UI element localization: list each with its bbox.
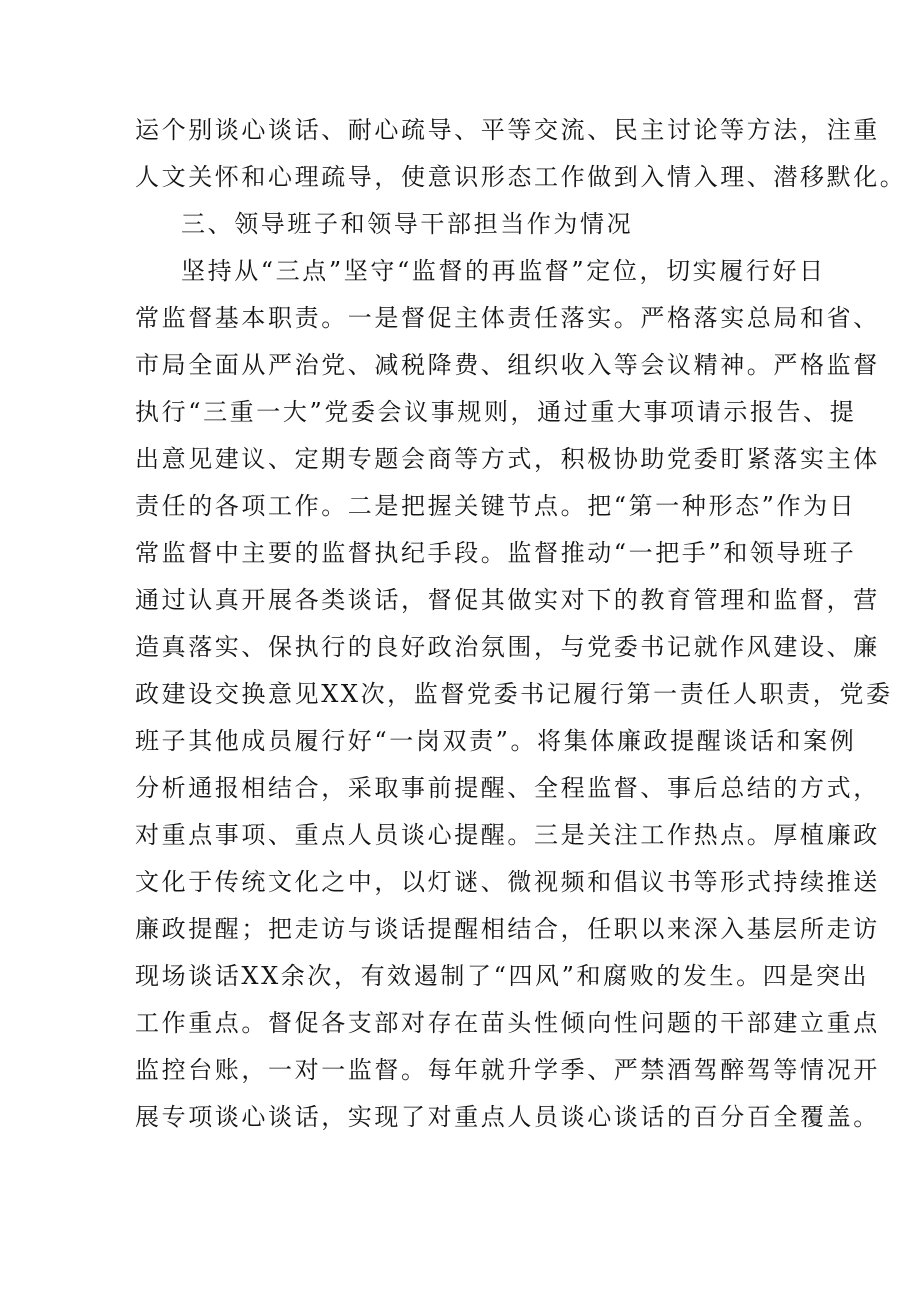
paragraph-line: 坚持从“三点”坚守“监督的再监督”定位，切实履行好日 [181,257,826,285]
paragraph-line: 市局全面从严治党、减税降费、组织收入等会议精神。严格监督 [135,351,880,379]
paragraph-line: 人文关怀和心理疏导，使意识形态工作做到入情入理、潜移默化。 [135,163,907,191]
paragraph-line: 廉政提醒；把走访与谈话提醒相结合，任职以来深入基层所走访 [135,915,880,943]
section-heading: 三、领导班子和领导干部担当作为情况 [181,210,634,238]
paragraph-line: 造真落实、保执行的良好政治氛围，与党委书记就作风建设、廉 [135,633,880,661]
paragraph-line: 通过认真开展各类谈话，督促其做实对下的教育管理和监督，营 [135,586,880,614]
paragraph-line: 常监督基本职责。一是督促主体责任落实。严格落实总局和省、 [135,304,880,332]
document-body [135,107,907,1141]
paragraph-line: 分析通报相结合，采取事前提醒、全程监督、事后总结的方式， [135,774,880,802]
paragraph-line: 对重点事项、重点人员谈心提醒。三是关注工作热点。厚植廉政 [135,821,880,849]
paragraph-line: 出意见建议、定期专题会商等方式，积极协助党委盯紧落实主体 [135,445,880,473]
paragraph-line: 现场谈话XX余次，有效遏制了“四风”和腐败的发生。四是突出 [135,962,870,990]
paragraph-line: 文化于传统文化之中，以灯谜、微视频和倡议书等形式持续推送 [135,868,880,896]
paragraph-line: 监控台账，一对一监督。每年就升学季、严禁酒驾醉驾等情况开 [135,1056,880,1084]
paragraph-line: 责任的各项工作。二是把握关键节点。把“第一种形态”作为日 [135,492,857,520]
paragraph-line: 展专项谈心谈话，实现了对重点人员谈心谈话的百分百全覆盖。 [135,1103,880,1131]
paragraph-line: 执行“三重一大”党委会议事规则，通过重大事项请示报告、提 [135,398,857,426]
paragraph-line: 运个别谈心谈话、耐心疏导、平等交流、民主讨论等方法，注重 [135,116,880,144]
paragraph-line: 常监督中主要的监督执纪手段。监督推动“一把手”和领导班子 [135,539,857,567]
paragraph-line: 政建设交换意见XX次，监督党委书记履行第一责任人职责，党委 [135,680,893,708]
paragraph-line: 工作重点。督促各支部对存在苗头性倾向性问题的干部建立重点 [135,1009,880,1037]
paragraph-line: 班子其他成员履行好“一岗双责”。将集体廉政提醒谈话和案例 [135,727,857,755]
